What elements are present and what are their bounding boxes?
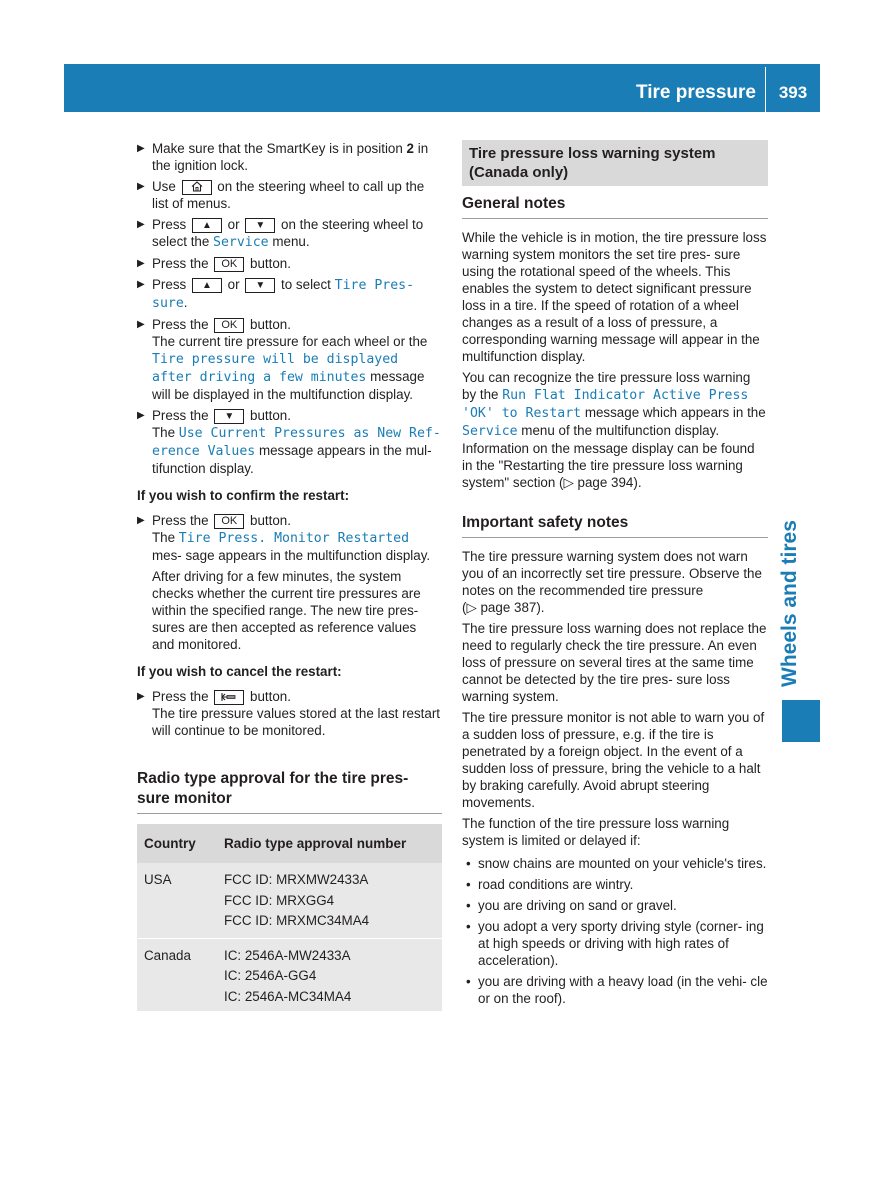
step-arrow-icon: ▶ <box>137 319 145 330</box>
up-arrow-key-icon: ▲ <box>192 218 222 233</box>
safety-notes-heading: Important safety notes <box>462 513 768 538</box>
list-item: • you adopt a very sporty driving style (corner- ing at high speeds or driving with high rates of acceleration). <box>466 919 764 968</box>
table-header-number: Radio type approval number <box>217 824 442 863</box>
step-arrow-icon: ▶ <box>137 279 145 290</box>
step-select-service: ▶ Press ▲ or ▼ on the steering wheel to select the Service menu. <box>137 217 424 250</box>
step-result: The Use Current Pressures as New Ref- erence Values message appears in the mul- tifunction display. <box>152 425 441 476</box>
safety-paragraph-1: The tire pressure warning system does not warn you of an incorrectly set tire pressure. Observe the notes on the recommended tire pressure (▷ page 387). <box>462 549 762 615</box>
general-paragraph-1: While the vehicle is in motion, the tire pressure loss warning system monitors the set tire pres- sure using the rotational speed of the wheels. This enables the system to detect significant pressure loss in a tire. If the speed of rotation of a wheel changes as a result of a loss of pressure, a corresponding warning message will appear in the multifunction display. <box>462 230 767 364</box>
bullet-icon: • <box>466 919 471 934</box>
step-press-ok-1: ▶ Press the OK button. <box>137 256 291 271</box>
safety-paragraph-4: The function of the tire pressure loss warning system is limited or delayed if: <box>462 816 730 848</box>
general-notes-heading: General notes <box>462 194 768 219</box>
back-icon <box>214 690 244 705</box>
tire-pressure-menu-label: Tire Pres- sure <box>152 278 415 311</box>
down-arrow-key-icon: ▼ <box>245 218 275 233</box>
page-title: Tire pressure <box>635 82 756 103</box>
step-arrow-icon: ▶ <box>137 258 145 269</box>
down-arrow-key-icon: ▼ <box>245 278 275 293</box>
side-tab-marker <box>782 700 820 742</box>
table-cell-country: USA <box>137 863 217 938</box>
step-cancel-back: ▶ Press the button. The tire pressure values stored at the last restart will continue to be monitored. <box>137 689 441 738</box>
page-number: 393 <box>778 83 808 102</box>
table-header-row <box>137 824 442 863</box>
section-title: Tire pressure loss warning system (Canada only) <box>462 140 768 186</box>
list-item: • you are driving on sand or gravel. <box>466 898 677 913</box>
table-row <box>137 863 442 938</box>
safety-paragraph-2: The tire pressure loss warning does not replace the need to regularly check the tire pressure. An even loss of pressure on several tires at the same time cannot be detected by the tire pres- sure loss warning system. <box>462 621 767 704</box>
table-cell-numbers: IC: 2546A-MW2433A IC: 2546A-GG4 IC: 2546A-MC34MA4 <box>217 938 442 1011</box>
table-row <box>137 938 442 1011</box>
down-arrow-key-icon: ▼ <box>214 409 244 424</box>
page-reference[interactable]: ▷ page 387 <box>466 600 537 615</box>
display-message: Tire pressure will be displayed after driving a few minutes <box>152 352 399 385</box>
left-column <box>137 140 442 1011</box>
list-item: • road conditions are wintry. <box>466 877 634 892</box>
step-press-down: ▶ Press the ▼ button. The Use Current Pressures as New Ref- erence Values message appears in the mul- tifunction display. <box>137 408 441 476</box>
step-press-ok-2: ▶ Press the OK button. The current tire pressure for each wheel or the Tire pressure will be displayed after driving a few minutes message will be displayed in the multifunction display. <box>137 316 442 403</box>
limitation-list <box>462 855 768 1007</box>
step-arrow-icon: ▶ <box>137 219 145 230</box>
header-bar <box>64 64 820 112</box>
service-menu-label: Service <box>462 424 518 439</box>
confirm-heading: If you wish to confirm the restart: <box>137 488 350 503</box>
ok-key: OK <box>214 318 244 333</box>
step-confirm-ok: ▶ Press the OK button. The Tire Press. Monitor Restarted mes- sage appears in the multifunction display. After driving for a few minutes, the system checks whether the current tire pressures are within the specified range. The new tire pres- sures are then accepted as reference values and monitored. <box>137 512 442 653</box>
bullet-icon: • <box>466 974 471 989</box>
step-arrow-icon: ▶ <box>137 143 145 154</box>
cancel-heading: If you wish to cancel the restart: <box>137 664 342 679</box>
step-smartkey: ▶ Make sure that the SmartKey is in position 2 in the ignition lock. <box>137 141 429 173</box>
list-item: • snow chains are mounted on your vehicle's tires. <box>466 856 767 871</box>
service-menu-label: Service <box>213 235 269 250</box>
step-arrow-icon: ▶ <box>137 515 145 526</box>
table-header-country: Country <box>137 824 217 863</box>
step-menu-list: ▶ Use on the steering wheel to call up the list of menus. <box>137 179 425 211</box>
right-column <box>462 140 768 1011</box>
side-tab-label: Wheels and tires <box>778 520 801 687</box>
step-arrow-icon: ▶ <box>137 691 145 702</box>
step-arrow-icon: ▶ <box>137 410 145 421</box>
ok-key: OK <box>214 514 244 529</box>
bullet-icon: • <box>466 898 471 913</box>
step-select-tire-pressure: ▶ Press ▲ or ▼ to select Tire Pres- sure. <box>137 277 415 311</box>
step-arrow-icon: ▶ <box>137 181 145 192</box>
safety-paragraph-3: The tire pressure monitor is not able to warn you of a sudden loss of pressure, e.g. if the tire is penetrated by a foreign object. In the event of a sudden loss of pressure, bring the vehicle to a halt by braking carefully. Avoid abrupt steering movements. <box>462 710 765 810</box>
ok-key: OK <box>214 257 244 272</box>
list-item: • you are driving with a heavy load (in the vehi- cle or on the roof). <box>466 974 768 1006</box>
bullet-icon: • <box>466 877 471 892</box>
general-paragraph-2: You can recognize the tire pressure loss warning by the Run Flat Indicator Active Press 'OK' to Restart message which appears in the Service menu of the multifunction display. Information on the message display can be found in the "Restarting the tire pressure loss warning system" section (▷ page 394). <box>462 370 766 490</box>
radio-approval-heading: Radio type approval for the tire pres- sure monitor <box>137 769 442 814</box>
display-message: Run Flat Indicator Active Press 'OK' to Restart <box>462 388 749 421</box>
step-result: The current tire pressure for each wheel or the Tire pressure will be displayed after driving a few minutes message will be displayed in the multifunction display. <box>152 334 428 402</box>
confirm-paragraph: After driving for a few minutes, the system checks whether the current tire pressures are within the specified range. The new tire pres- sures are then accepted as reference values and monitored. <box>152 569 421 652</box>
radio-approval-table <box>137 824 442 1011</box>
table-cell-country: Canada <box>137 938 217 1011</box>
home-icon <box>182 180 212 195</box>
bullet-icon: • <box>466 856 471 871</box>
table-cell-numbers: FCC ID: MRXMW2433A FCC ID: MRXGG4 FCC ID: MRXMC34MA4 <box>217 863 442 938</box>
page-reference[interactable]: ▷ page 394 <box>563 475 634 490</box>
step-result: The Tire Press. Monitor Restarted mes- sage appears in the multifunction display. <box>152 530 431 563</box>
up-arrow-key-icon: ▲ <box>192 278 222 293</box>
step-result: The tire pressure values stored at the last restart will continue to be monitored. <box>152 706 441 738</box>
display-message: Use Current Pressures as New Ref- erence Values <box>152 426 441 459</box>
display-message: Tire Press. Monitor Restarted <box>178 531 410 546</box>
